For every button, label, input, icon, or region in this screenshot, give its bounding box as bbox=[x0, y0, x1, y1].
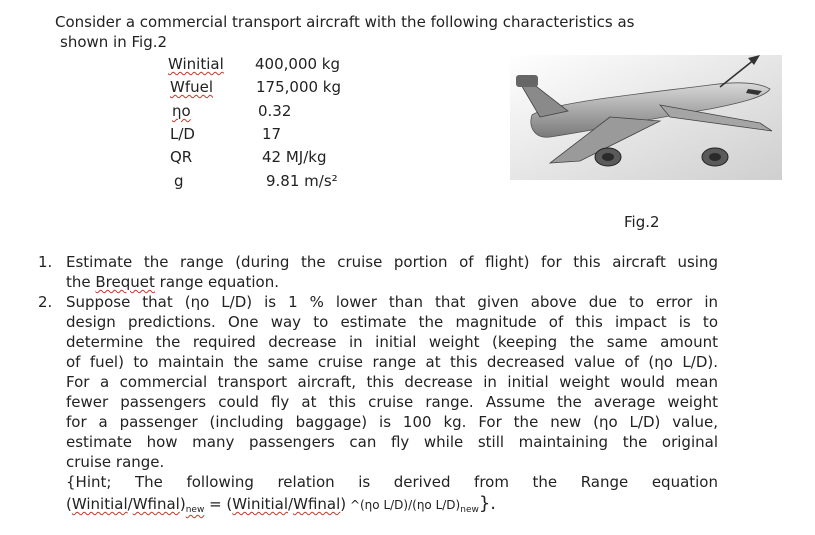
param-value: 42 MJ/kg bbox=[262, 148, 327, 166]
param-name: QR bbox=[170, 148, 193, 166]
hint-line: {Hint; The following relation is derived from the Range equation bbox=[66, 473, 718, 491]
left-engine-intake bbox=[602, 153, 614, 161]
param-value: 9.81 m/s² bbox=[266, 172, 338, 190]
param-value: 175,000 kg bbox=[256, 78, 342, 96]
question-list bbox=[38, 252, 718, 520]
formula-part: ) bbox=[179, 495, 186, 513]
question-number: 1. bbox=[38, 253, 53, 271]
formula-part: Winitial bbox=[71, 495, 128, 513]
param-name: L/D bbox=[170, 125, 195, 143]
formula-part: }. bbox=[478, 493, 497, 514]
formula-exponent: ^(ηo L/D)/(ηo L/D) bbox=[346, 498, 461, 512]
param-value: 400,000 kg bbox=[255, 55, 341, 73]
right-engine-intake bbox=[709, 153, 721, 161]
aircraft-figure bbox=[510, 45, 782, 180]
formula-subscript: new bbox=[185, 505, 205, 515]
brequet-word: Brequet bbox=[95, 273, 155, 291]
param-value: 17 bbox=[262, 125, 282, 143]
question-line: Estimate the range (during the cruise portion of flight) for this aircraft using bbox=[66, 253, 718, 271]
question-line: Suppose that (ηo L/D) is 1 % lower than that given above due to error in bbox=[66, 293, 718, 311]
formula-part: Wfinal bbox=[293, 495, 341, 513]
formula-part: / bbox=[127, 495, 133, 513]
formula-part: Winitial bbox=[232, 495, 289, 513]
param-name: ηo bbox=[172, 102, 191, 120]
formula-part: ( bbox=[66, 495, 72, 513]
figure-caption: Fig.2 bbox=[624, 213, 660, 231]
question-line: cruise range. bbox=[66, 453, 165, 471]
tail-engine bbox=[516, 75, 538, 87]
intro-line-1: Consider a commercial transport aircraft with the following characteristics as bbox=[55, 13, 635, 31]
param-value: 0.32 bbox=[258, 102, 292, 120]
text-fragment: range equation. bbox=[154, 273, 279, 291]
param-name: g bbox=[174, 172, 184, 190]
question-number: 2. bbox=[38, 293, 53, 311]
intro-line-2: shown in Fig.2 bbox=[60, 33, 168, 51]
question-line bbox=[66, 272, 718, 292]
question-line: fewer passengers could fly at this cruise range. Assume the average weight bbox=[66, 393, 718, 411]
text-fragment: the bbox=[66, 273, 96, 291]
formula-part: Wfinal bbox=[132, 495, 180, 513]
question-line: of fuel) to maintain the same cruise range at this decreased value of (ηo L/D). bbox=[66, 353, 718, 371]
question-line: estimate how many passengers can fly while still maintaining the original bbox=[66, 433, 718, 451]
question-2 bbox=[38, 292, 718, 520]
hint-formula bbox=[66, 494, 718, 520]
question-line: for a passenger (including baggage) is 100 kg. For the new (ηo L/D) value, bbox=[66, 413, 718, 431]
formula-subscript: new bbox=[460, 505, 479, 515]
param-name: Winitial bbox=[168, 55, 224, 73]
formula-part: / bbox=[288, 495, 294, 513]
formula-part: ( bbox=[226, 495, 233, 513]
question-line: determine the required decrease in initial weight (keeping the same amount bbox=[66, 333, 718, 351]
question-line: design predictions. One way to estimate the magnitude of this impact is to bbox=[66, 313, 718, 331]
formula-part: = bbox=[204, 495, 227, 513]
question-1 bbox=[38, 252, 718, 292]
param-name: Wfuel bbox=[170, 78, 214, 96]
formula-part: ) bbox=[340, 495, 347, 513]
question-line: For a commercial transport aircraft, this decrease in initial weight would mean bbox=[66, 373, 718, 391]
